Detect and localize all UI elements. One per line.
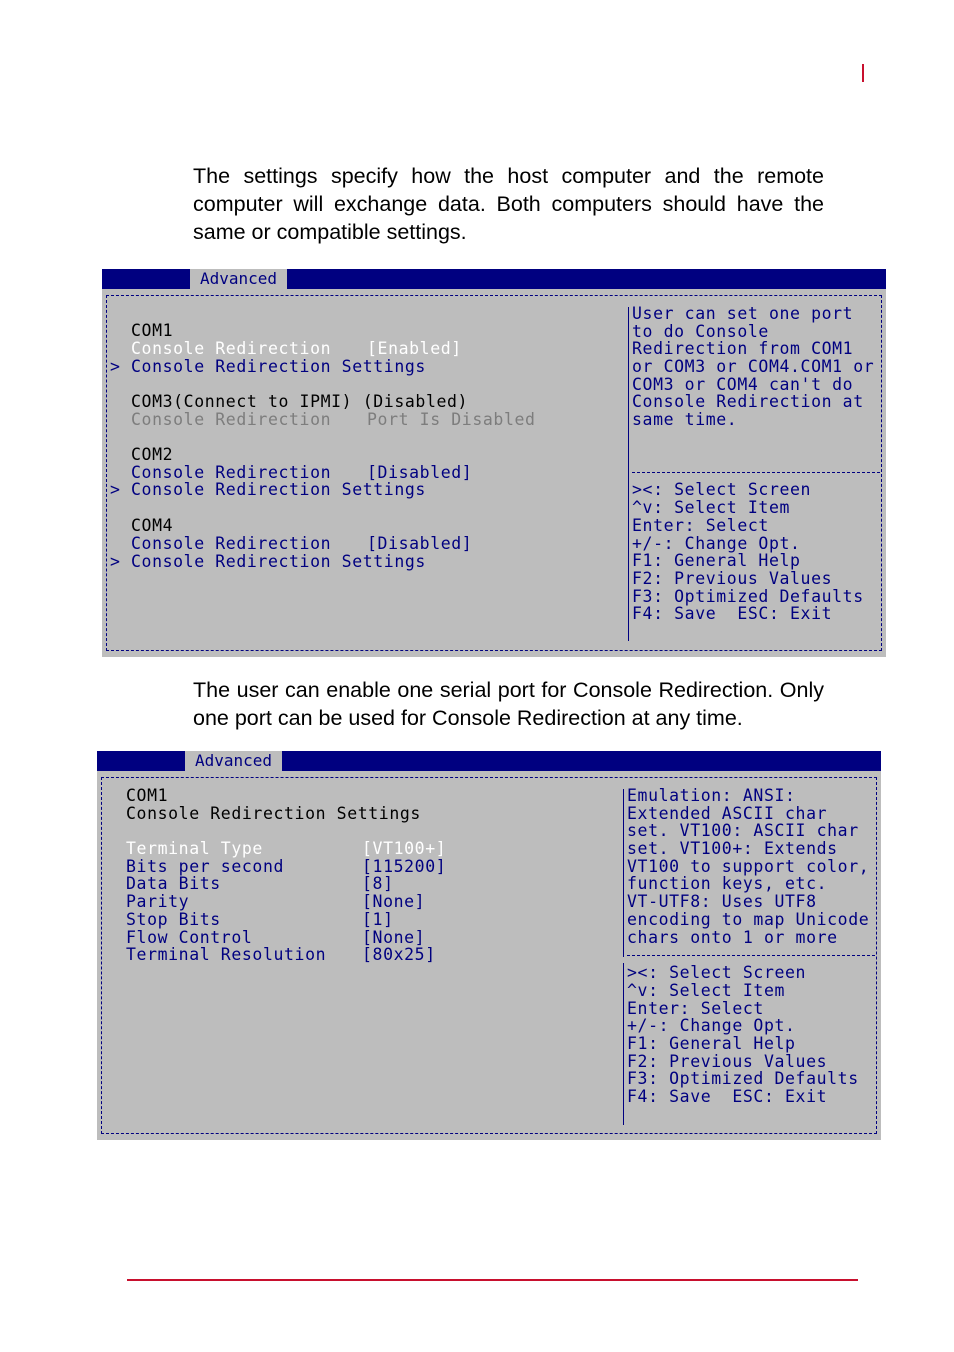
stop-bits-label[interactable]: Stop Bits [126, 910, 221, 929]
settings-subheading: Console Redirection Settings [126, 804, 421, 823]
parity-label[interactable]: Parity [126, 892, 190, 911]
frame-top [106, 295, 882, 296]
key-hint: F3: Optimized Defaults [627, 1069, 859, 1088]
com3-heading: COM3(Connect to IPMI) (Disabled) [131, 392, 469, 411]
bios-screen-redirection-settings [97, 751, 881, 1140]
frame-right [881, 295, 882, 651]
com3-redirection-label: Console Redirection [131, 410, 332, 429]
key-hint: F1: General Help [627, 1034, 796, 1053]
com2-redirection-value[interactable]: [Disabled] [367, 463, 473, 482]
help-line: Redirection from COM1 [632, 339, 854, 358]
key-hint: Enter: Select [627, 999, 764, 1018]
help-line: Extended ASCII char [627, 804, 828, 823]
help-divider [623, 789, 624, 957]
help-line: Emulation: ANSI: [627, 786, 796, 805]
terminal-type-value[interactable]: [VT100+] [362, 839, 447, 858]
help-separator [632, 472, 880, 473]
help-line: encoding to map Unicode [627, 910, 870, 929]
com1-redirection-label[interactable]: Console Redirection [131, 339, 332, 358]
data-bits-label[interactable]: Data Bits [126, 874, 221, 893]
com3-redirection-value: Port Is Disabled [367, 410, 536, 429]
com2-heading: COM2 [131, 445, 174, 464]
flow-control-value[interactable]: [None] [362, 928, 426, 947]
com2-settings-link[interactable]: Console Redirection Settings [131, 480, 426, 499]
help-line: COM3 or COM4 can't do [632, 375, 854, 394]
bits-per-second-value[interactable]: [115200] [362, 857, 447, 876]
submenu-arrow-icon: > [110, 357, 120, 376]
key-hint: F2: Previous Values [627, 1052, 828, 1071]
key-hint: ^v: Select Item [627, 981, 786, 1000]
help-divider [628, 307, 629, 493]
com1-heading: COM1 [131, 321, 174, 340]
key-hint: F3: Optimized Defaults [632, 587, 864, 606]
bits-per-second-label[interactable]: Bits per second [126, 857, 285, 876]
help-line: to do Console [632, 322, 769, 341]
bios-screen-console-redirection [102, 269, 886, 657]
com4-redirection-label[interactable]: Console Redirection [131, 534, 332, 553]
frame-right [876, 777, 877, 1134]
key-hint: ><: Select Screen [627, 963, 807, 982]
com1-heading: COM1 [126, 786, 169, 805]
footer-rule [127, 1279, 858, 1281]
help-line: VT100 to support color, [627, 857, 870, 876]
tab-advanced[interactable]: Advanced [190, 269, 287, 289]
help-line: VT-UTF8: Uses UTF8 [627, 892, 817, 911]
help-separator [627, 955, 875, 956]
data-bits-value[interactable]: [8] [362, 874, 394, 893]
key-hint: F4: Save ESC: Exit [632, 604, 833, 623]
parity-value[interactable]: [None] [362, 892, 426, 911]
help-line: set. VT100: ASCII char [627, 821, 859, 840]
intro-paragraph: The settings specify how the host computer and the remote computer will exchange data. Both computers should have the same or compatible settings. [193, 164, 824, 244]
tab-advanced[interactable]: Advanced [185, 751, 282, 771]
terminal-resolution-value[interactable]: [80x25] [362, 945, 436, 964]
com4-redirection-value[interactable]: [Disabled] [367, 534, 473, 553]
key-hint: ><: Select Screen [632, 480, 812, 499]
help-line: function keys, etc. [627, 874, 828, 893]
help-line: same time. [632, 410, 738, 429]
com2-redirection-label[interactable]: Console Redirection [131, 463, 332, 482]
stop-bits-value[interactable]: [1] [362, 910, 394, 929]
keys-divider [628, 481, 629, 641]
flow-control-label[interactable]: Flow Control [126, 928, 253, 947]
key-hint: F1: General Help [632, 551, 801, 570]
key-hint: +/-: Change Opt. [632, 534, 801, 553]
help-line: set. VT100+: Extends [627, 839, 838, 858]
help-line: chars onto 1 or more [627, 928, 838, 947]
frame-left [101, 777, 102, 1134]
com4-settings-link[interactable]: Console Redirection Settings [131, 552, 426, 571]
frame-top [101, 777, 877, 778]
com1-redirection-value[interactable]: [Enabled] [367, 339, 462, 358]
redirection-paragraph: The user can enable one serial port for Console Redirection. Only one port can be used for Console Redirection at any time. [193, 678, 824, 730]
help-line: or COM3 or COM4.COM1 or [632, 357, 875, 376]
key-hint: ^v: Select Item [632, 498, 791, 517]
submenu-arrow-icon: > [110, 552, 120, 571]
help-line: User can set one port [632, 304, 854, 323]
com1-settings-link[interactable]: Console Redirection Settings [131, 357, 426, 376]
key-hint: +/-: Change Opt. [627, 1016, 796, 1035]
keys-divider [623, 963, 624, 1125]
key-hint: F4: Save ESC: Exit [627, 1087, 828, 1106]
page-marker [862, 64, 864, 82]
terminal-resolution-label[interactable]: Terminal Resolution [126, 945, 327, 964]
key-hint: Enter: Select [632, 516, 769, 535]
frame-bottom [101, 1133, 877, 1134]
submenu-arrow-icon: > [110, 480, 120, 499]
frame-bottom [106, 650, 882, 651]
key-hint: F2: Previous Values [632, 569, 833, 588]
com4-heading: COM4 [131, 516, 174, 535]
terminal-type-label[interactable]: Terminal Type [126, 839, 263, 858]
help-line: Console Redirection at [632, 392, 864, 411]
frame-left [106, 295, 107, 651]
